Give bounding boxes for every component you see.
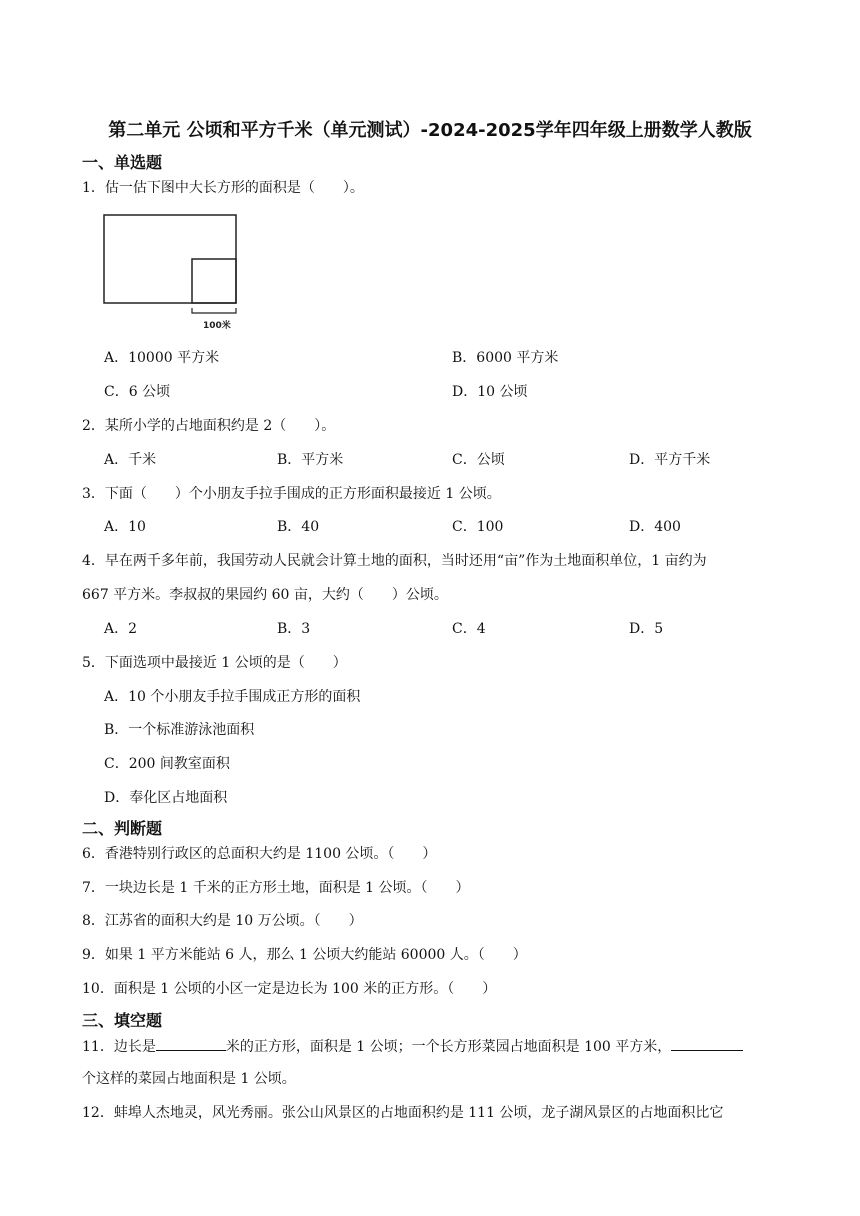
q5-option-d: D．奉化区占地面积 [104,790,228,806]
q11-part-2: 米的正方形，面积是 1 公顷；一个长方形菜园占地面积是 100 平方米， [225,1039,672,1055]
q1-option-c: C．6 公顷 [104,384,171,400]
question-9: 9．如果 1 平方米能站 6 人，那么 1 公顷大约能站 60000 人。（ ） [82,947,527,963]
question-2: 2．某所小学的占地面积约是 2（ ）。 [82,418,336,434]
q4-option-a: A．2 [104,621,138,637]
q3-option-d: D．400 [629,519,681,535]
q3-option-a: A．10 [104,519,146,535]
q4-option-c: C．4 [452,621,486,637]
q11-blank-1 [156,1036,226,1051]
question-3: 3．下面（ ）个小朋友手拉手围成的正方形面积最接近 1 公顷。 [82,486,501,502]
q1-option-d: D．10 公顷 [452,384,528,400]
q2-option-c: C．公顷 [452,452,505,468]
question-1: 1．估一估下图中大长方形的面积是（ ）。 [82,180,364,196]
q2-option-d: D．平方千米 [629,452,711,468]
question-12: 12．蚌埠人杰地灵，风光秀丽。张公山风景区的占地面积约是 111 公顷，龙子湖风景区的占地面积比它 [82,1105,724,1121]
q4-option-d: D．5 [629,621,664,637]
q1-option-b: B．6000 平方米 [452,350,559,366]
question-11-line-2: 个这样的菜园占地面积是 1 公顷。 [82,1071,296,1087]
section-heading-fill-blank: 三、填空题 [82,1011,163,1030]
q1-option-a: A．10000 平方米 [104,350,220,366]
q5-option-a: A．10 个小朋友手拉手围成正方形的面积 [104,689,361,705]
q5-option-b: B．一个标准游泳池面积 [104,722,255,738]
question-10: 10．面积是 1 公顷的小区一定是边长为 100 米的正方形。（ ） [82,981,497,997]
question-8: 8．江苏省的面积大约是 10 万公顷。（ ） [82,913,363,929]
q2-option-b: B．平方米 [277,452,344,468]
question-6: 6．香港特别行政区的总面积大约是 1100 公顷。（ ） [82,846,437,862]
section-heading-single-choice: 一、单选题 [82,153,163,172]
q2-option-a: A．千米 [104,452,157,468]
dimension-label: 100米 [203,321,231,331]
figure-rectangles [100,212,250,336]
q3-option-c: C．100 [452,519,504,535]
q11-part-1: 11．边长是 [82,1039,156,1055]
q4-option-b: B．3 [277,621,311,637]
q5-option-c: C．200 间教室面积 [104,756,230,772]
question-7: 7．一块边长是 1 千米的正方形土地，面积是 1 公顷。（ ） [82,880,470,896]
q3-option-b: B．40 [277,519,320,535]
question-4-line-2: 667 平方米。李叔叔的果园约 60 亩，大约（ ）公顷。 [82,587,448,603]
question-4-line-1: 4．早在两千多年前，我国劳动人民就会计算土地的面积，当时还用“亩”作为土地面积单位，1 亩约为 [82,553,707,569]
q11-blank-2 [671,1036,743,1051]
question-5: 5．下面选项中最接近 1 公顷的是（ ） [82,655,347,671]
section-heading-true-false: 二、判断题 [82,819,163,838]
small-square [192,259,236,303]
page-title: 第二单元 公顷和平方千米（单元测试）-2024-2025学年四年级上册数学人教版 [108,120,752,141]
question-11-line-1 [82,1036,743,1057]
dimension-bracket [192,308,236,313]
